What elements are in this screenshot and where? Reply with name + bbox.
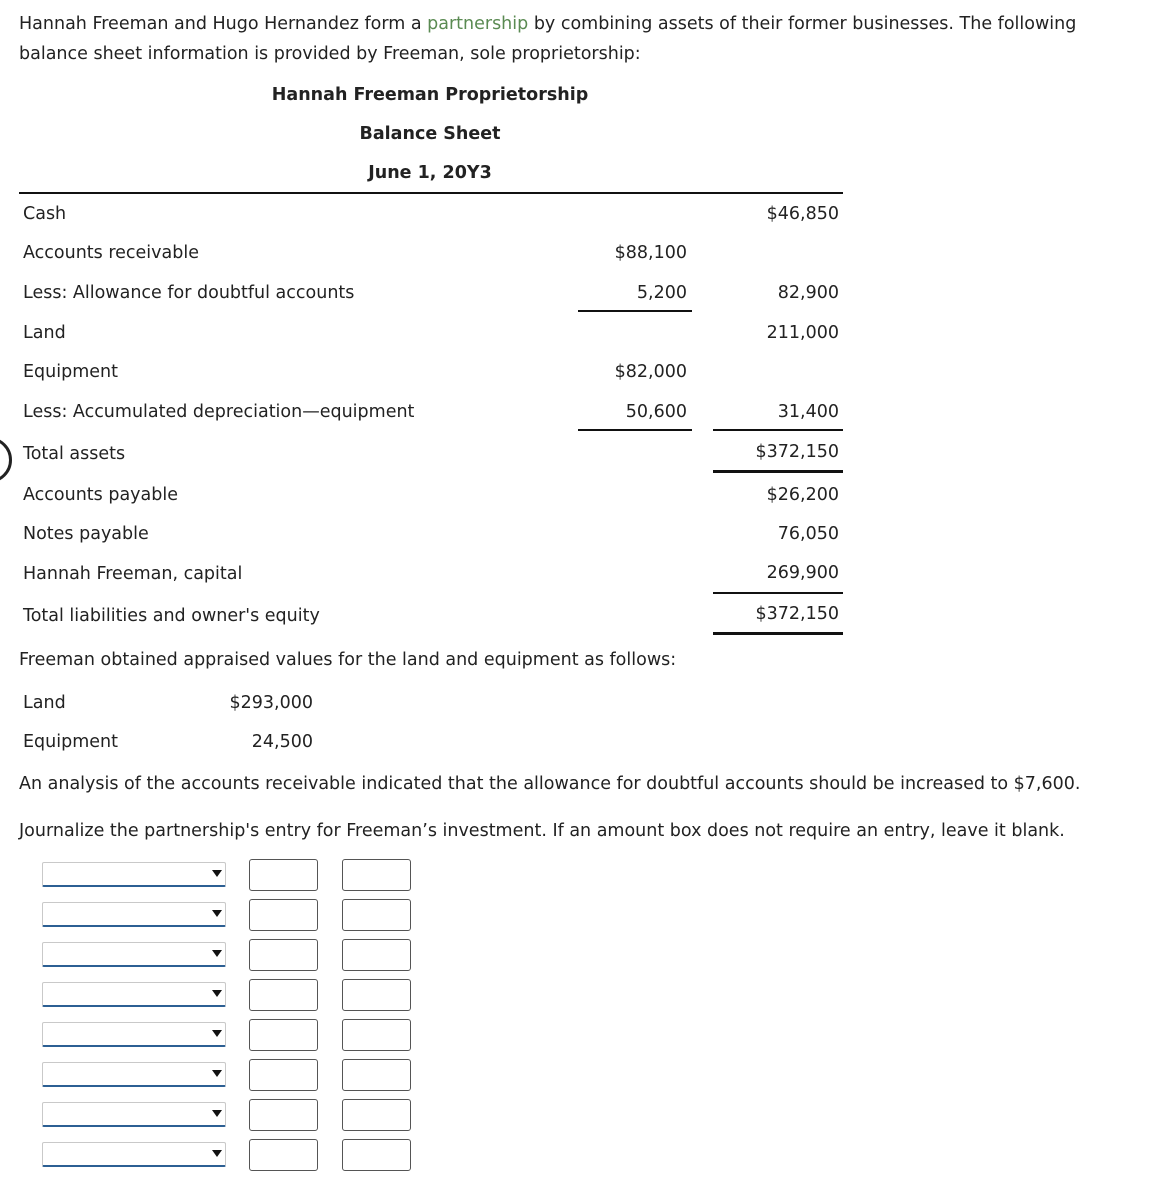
credit-input[interactable] — [342, 1059, 411, 1091]
account-dropdown[interactable] — [42, 902, 226, 927]
row-value-allowance: 5,200 — [636, 283, 687, 303]
subtotal-rule — [713, 429, 843, 431]
account-dropdown[interactable] — [42, 862, 226, 887]
account-dropdown[interactable] — [42, 1142, 226, 1167]
statement-title: Balance Sheet — [359, 124, 501, 144]
subtotal-rule — [578, 310, 692, 312]
row-value-equipment: $82,000 — [614, 362, 687, 382]
row-label-accounts-payable: Accounts payable — [23, 485, 178, 505]
intro-text-after: by combining assets of their former businesses. The following balance sheet information is provided by Freeman, sole proprietorship: — [19, 14, 1077, 64]
row-label-land: Land — [23, 323, 66, 343]
row-value-net-receivables: 82,900 — [777, 283, 839, 303]
statement-date: June 1, 20Y3 — [368, 163, 492, 183]
credit-input[interactable] — [342, 1099, 411, 1131]
debit-input[interactable] — [249, 1059, 318, 1091]
row-value-net-equipment: 31,400 — [777, 402, 839, 422]
row-label-total-assets: Total assets — [23, 444, 126, 464]
row-value-total-assets: $372,150 — [755, 442, 839, 462]
row-value-cash: $46,850 — [766, 204, 839, 224]
row-value-accumulated-depreciation: 50,600 — [625, 402, 687, 422]
account-dropdown[interactable] — [42, 1102, 226, 1127]
chevron-down-icon — [212, 990, 222, 997]
credit-input[interactable] — [342, 1019, 411, 1051]
debit-input[interactable] — [249, 1099, 318, 1131]
chevron-down-icon — [212, 950, 222, 957]
row-value-capital: 269,900 — [766, 563, 839, 583]
appraisal-label-equipment: Equipment — [23, 732, 118, 752]
row-label-equipment: Equipment — [23, 362, 118, 382]
row-label-notes-payable: Notes payable — [23, 524, 149, 544]
analysis-text: An analysis of the accounts receivable indicated that the allowance for doubtful accounts should be increased to $7,600. — [19, 774, 1081, 794]
header-rule — [19, 192, 843, 194]
appraisal-value-land: $293,000 — [229, 693, 313, 713]
account-dropdown[interactable] — [42, 982, 226, 1007]
edge-marker — [0, 437, 12, 483]
problem-intro — [19, 9, 1139, 69]
row-label-capital: Hannah Freeman, capital — [23, 564, 243, 584]
row-label-allowance: Less: Allowance for doubtful accounts — [23, 283, 355, 303]
row-label-total-liabilities-equity: Total liabilities and owner's equity — [23, 606, 320, 626]
debit-input[interactable] — [249, 939, 318, 971]
account-dropdown[interactable] — [42, 942, 226, 967]
instruction-text: Journalize the partnership's entry for Freeman’s investment. If an amount box does not require an entry, leave it blank. — [19, 821, 1065, 841]
total-rule — [713, 470, 843, 473]
appraisal-intro: Freeman obtained appraised values for the land and equipment as follows: — [19, 650, 677, 670]
subtotal-rule — [713, 592, 843, 594]
debit-input[interactable] — [249, 979, 318, 1011]
row-label-cash: Cash — [23, 204, 67, 224]
credit-input[interactable] — [342, 979, 411, 1011]
account-dropdown[interactable] — [42, 1022, 226, 1047]
account-dropdown[interactable] — [42, 1062, 226, 1087]
debit-input[interactable] — [249, 899, 318, 931]
credit-input[interactable] — [342, 1139, 411, 1171]
row-value-total-liabilities-equity: $372,150 — [755, 604, 839, 624]
partnership-link[interactable]: partnership — [427, 14, 529, 34]
intro-text-before: Hannah Freeman and Hugo Hernandez form a — [19, 14, 428, 34]
company-name: Hannah Freeman Proprietorship — [271, 85, 589, 105]
appraisal-label-land: Land — [23, 693, 66, 713]
credit-input[interactable] — [342, 859, 411, 891]
chevron-down-icon — [212, 1070, 222, 1077]
credit-input[interactable] — [342, 939, 411, 971]
chevron-down-icon — [212, 1030, 222, 1037]
chevron-down-icon — [212, 1110, 222, 1117]
debit-input[interactable] — [249, 1019, 318, 1051]
total-rule — [713, 632, 843, 635]
chevron-down-icon — [212, 910, 222, 917]
appraisal-value-equipment: 24,500 — [251, 732, 313, 752]
row-value-accounts-payable: $26,200 — [766, 485, 839, 505]
credit-input[interactable] — [342, 899, 411, 931]
debit-input[interactable] — [249, 859, 318, 891]
row-label-accounts-receivable: Accounts receivable — [23, 243, 199, 263]
chevron-down-icon — [212, 1150, 222, 1157]
row-value-land: 211,000 — [766, 323, 839, 343]
subtotal-rule — [578, 429, 692, 431]
debit-input[interactable] — [249, 1139, 318, 1171]
chevron-down-icon — [212, 870, 222, 877]
row-value-accounts-receivable: $88,100 — [614, 243, 687, 263]
row-label-accumulated-depreciation: Less: Accumulated depreciation—equipment — [23, 402, 415, 422]
row-value-notes-payable: 76,050 — [777, 524, 839, 544]
